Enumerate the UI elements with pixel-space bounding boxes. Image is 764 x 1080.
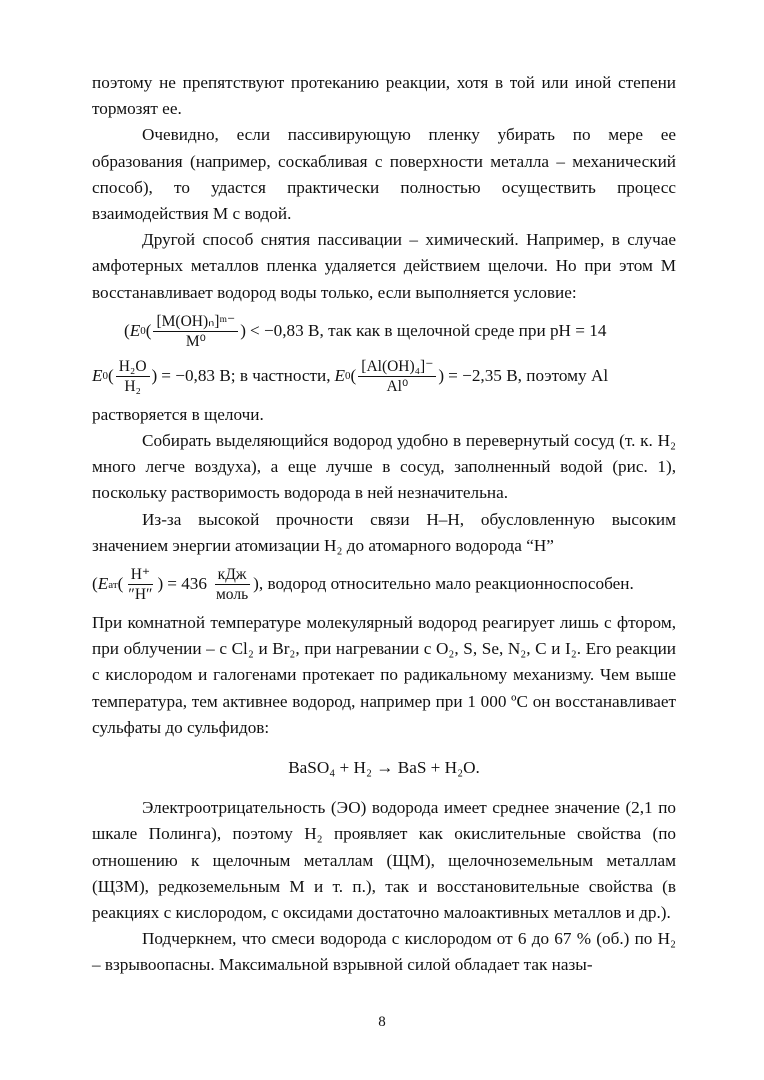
paragraph: Электроотрицательность (ЭО) водорода имеет среднее значение (2,1 по шкале Полинга), поэтому H₂ проявляет как окислительные свойства (по отношению к щелочным металлам (ЩМ), щелочноземельным металлам (ЩЗМ), редкоземельным М и т. п.), так и восстановительные свойства (в реакциях с кислородом, с оксидами достаточно малоактивных металлов и др.).	[92, 798, 676, 923]
paragraph: Очевидно, если пассивирующую пленку убирать по мере ее образования (например, соскабливая с поверхности металла – механический способ), то удастся практически полностью осуществить процесс взаимодействия М с водой.	[92, 125, 676, 224]
fraction: $\frac{\text{[M(OH)ₙ]ᵐ⁻}}{\text{M⁰}}$	[153, 312, 238, 351]
paragraph: Другой способ снятия пассивации – химический. Например, в случае амфотерных металлов пленка удаляется действием щелочи. Но при этом М восстанавливает водород воды только, если выполняется условие:	[92, 230, 676, 302]
paragraph: поэтому не препятствуют протеканию реакции, хотя в той или иной степени тормозят ее.	[92, 73, 676, 119]
paragraph: Подчеркнем, что смеси водорода с кислородом от 6 до 67 % (об.) по H₂ – взрывоопасны. Максимальной взрывной силой обладает так назы-	[92, 929, 676, 975]
fraction: $\frac{H^+}{''H''}$	[128, 566, 153, 604]
equation-3: ( E ат ( $\frac{H^+}{''H''}$ ) = 436 $\frac{\text{кДж}}{\text{моль}}$ ), водород относительно мало реакционноспособен.	[92, 566, 634, 604]
fraction: $\frac{\text{[Al(OH)₄]⁻}}{\text{Al⁰}}$	[358, 357, 436, 396]
document-body	[92, 70, 676, 979]
paragraph: растворяется в щелочи.	[92, 404, 264, 424]
equation-2: E 0 ( $\frac{\text{H₂O}}{\text{H₂}}$ ) = −0,83 В; в частности, E 0 ( $\frac{\text{[Al(OH)₄]⁻}}{\text{Al⁰}}$ ) = −2,35 В, поэтому Al	[92, 357, 609, 395]
paragraph: Собирать выделяющийся водород удобно в перевернутый сосуд (т. к. H₂ много легче воздуха), а еще лучше в сосуд, заполненный водой (рис. 1), поскольку растворимость водорода в ней незначительна.	[92, 431, 676, 503]
reaction-equation: BaSO₄ + H₂ → BaS + H₂O.	[288, 758, 480, 778]
paragraph: Из-за высокой прочности связи H–H, обусловленную высоким значением энергии атомизации H₂ до атомарного водорода “H”	[92, 509, 676, 555]
page-number: 8	[378, 1014, 386, 1030]
equation-1: ( E 0 ( $\frac{\text{[M(OH)ₙ]ᵐ⁻}}{\text{M⁰}}$ ) < −0,83 В, так как в щелочной среде при pH = 14	[124, 312, 607, 350]
paragraph: При комнатной температуре молекулярный водород реагирует лишь с фтором, при облучении – с Cl₂ и Br₂, при нагревании с O₂, S, Se, N₂, C и I₂. Его реакции с кислородом и галогенами протекает по радикальному механизму. Чем выше температура, тем активнее водород, например при 1 000 ºС он восстанавливает сульфаты до сульфидов:	[92, 613, 676, 737]
fraction: $\frac{\text{кДж}}{\text{моль}}$	[216, 566, 249, 604]
fraction: $\frac{\text{H₂O}}{\text{H₂}}$	[116, 357, 150, 396]
